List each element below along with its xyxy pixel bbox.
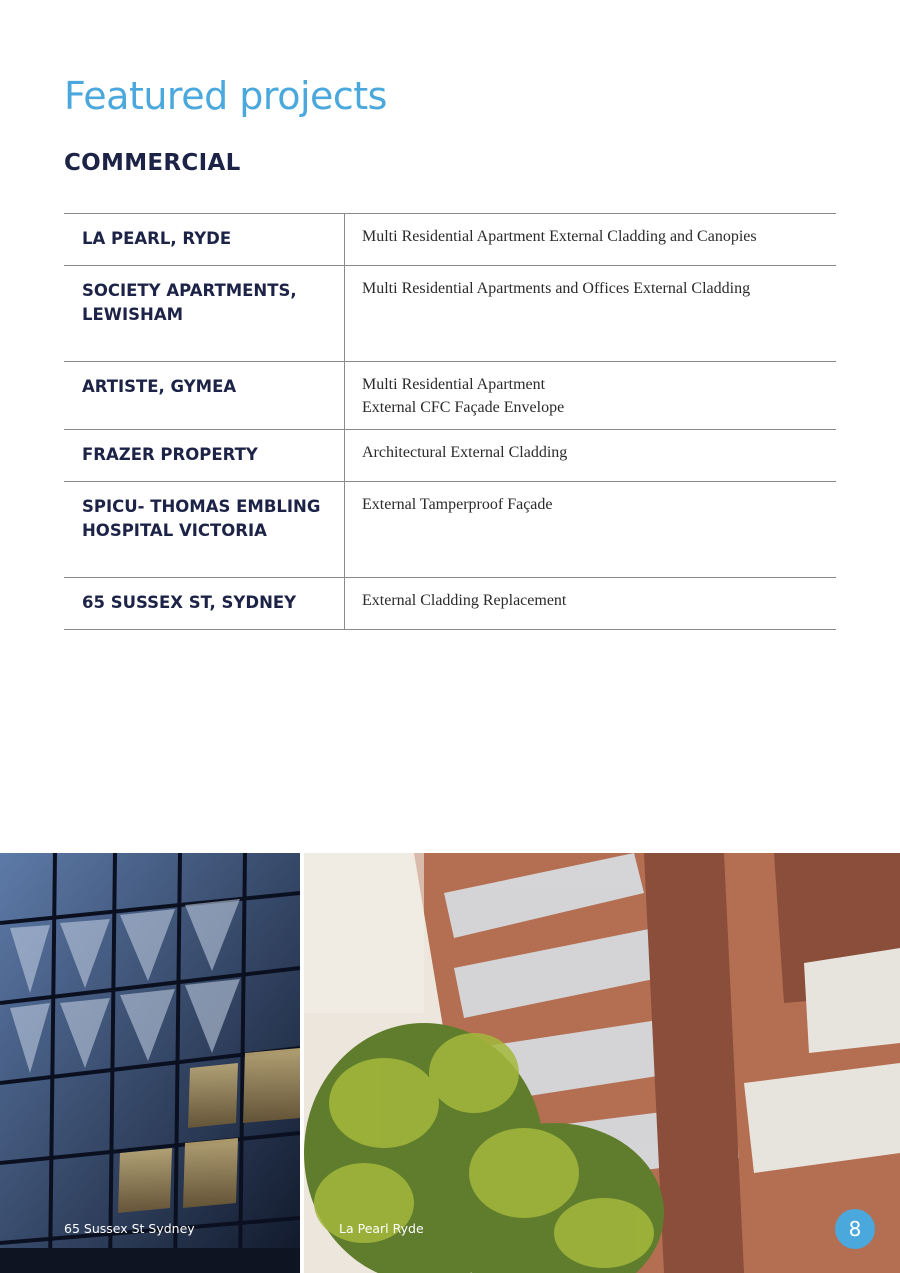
photo-caption-right: La Pearl Ryde: [339, 1221, 424, 1236]
section-heading: COMMERCIAL: [64, 150, 241, 176]
project-description: [345, 482, 837, 578]
facade-illustration: [0, 853, 300, 1273]
description-line: Multi Residential Apartments and Offices External Cladding: [362, 280, 751, 297]
description-line: External Cladding Replacement: [362, 592, 567, 609]
table-row: [64, 214, 836, 266]
project-description: [345, 578, 837, 630]
project-description: [345, 266, 837, 362]
project-name: LA PEARL, RYDE: [64, 214, 345, 266]
table-row: [64, 362, 836, 430]
description-line: External CFC Façade Envelope: [362, 398, 565, 416]
project-description: [345, 430, 837, 482]
table-row: [64, 482, 836, 578]
photo-strip: [0, 853, 900, 1273]
description-line: Architectural External Cladding: [362, 444, 568, 461]
table-row: [64, 266, 836, 362]
project-name: 65 SUSSEX ST, SYDNEY: [64, 578, 345, 630]
project-name: FRAZER PROPERTY: [64, 430, 345, 482]
project-name: ARTISTE, GYMEA: [64, 362, 345, 430]
table-row: [64, 578, 836, 630]
project-description: [345, 214, 837, 266]
table-row: [64, 430, 836, 482]
project-name: SPICU- THOMAS EMBLING HOSPITAL VICTORIA: [64, 482, 345, 578]
building-illustration: [304, 853, 900, 1273]
project-table: [64, 213, 836, 630]
project-description: [345, 362, 837, 430]
description-line: Multi Residential Apartment: [362, 376, 546, 393]
photo-65-sussex-st: [0, 853, 300, 1273]
description-line: External Tamperproof Façade: [362, 496, 553, 513]
photo-la-pearl-ryde: [304, 853, 900, 1273]
page-title: Featured projects: [64, 74, 387, 118]
page-number-badge: 8: [835, 1209, 875, 1249]
project-name: SOCIETY APARTMENTS, LEWISHAM: [64, 266, 345, 362]
photo-caption-left: 65 Sussex St Sydney: [64, 1221, 195, 1236]
description-line: Multi Residential Apartment External Cladding and Canopies: [362, 228, 757, 245]
